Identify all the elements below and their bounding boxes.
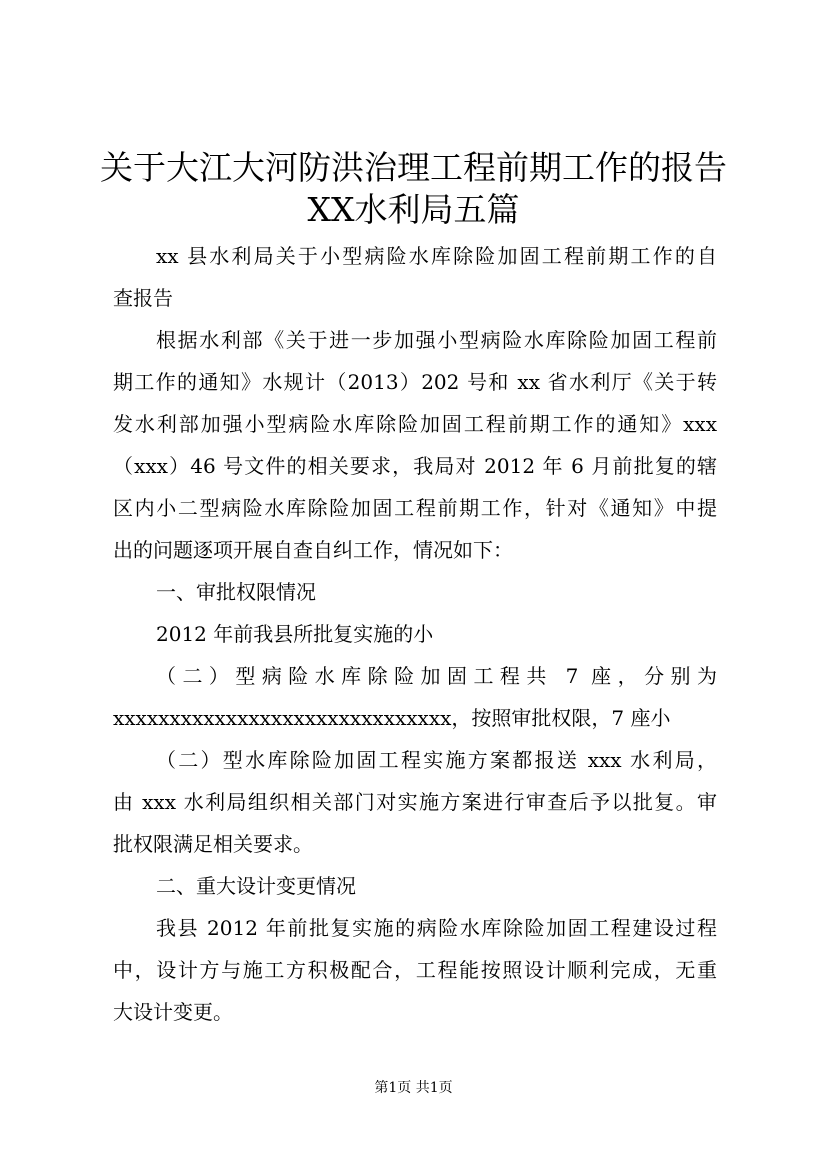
paragraph-line: 2012 年前我县所批复实施的小 xyxy=(156,622,434,646)
paragraph-line: 中，设计方与施工方积极配合，工程能按照设计顺利完成，无重 xyxy=(113,958,717,982)
paragraph-line: （xxx）46 号文件的相关要求，我局对 2012 年 6 月前批复的辖 xyxy=(113,454,717,478)
paragraph-line: （二）型水库除险加固工程实施方案都报送 xxx 水利局， xyxy=(156,748,717,772)
paragraph-line: 由 xxx 水利局组织相关部门对实施方案进行审查后予以批复。审 xyxy=(113,790,717,814)
paragraph-line: 区内小二型病险水库除险加固工程前期工作，针对《通知》中提 xyxy=(113,496,717,520)
paragraph-line: 大设计变更。 xyxy=(113,1000,233,1024)
section-heading: 一、审批权限情况 xyxy=(156,580,316,604)
paragraph-line: 批权限满足相关要求。 xyxy=(113,832,313,856)
document-title: 关于大江大河防洪治理工程前期工作的报告 xyxy=(100,148,727,187)
paragraph-line: 我县 2012 年前批复实施的病险水库除险加固工程建设过程 xyxy=(156,916,717,940)
paragraph-line: xxxxxxxxxxxxxxxxxxxxxxxxxxxxxx，按照审批权限，7 座小 xyxy=(113,706,671,730)
paragraph-line: 发水利部加强小型病险水库除险加固工程前期工作的通知》xxx xyxy=(113,412,717,436)
paragraph-line: xx 县水利局关于小型病险水库除险加固工程前期工作的自 xyxy=(156,244,717,268)
document-subtitle: XX水利局五篇 xyxy=(307,190,520,229)
paragraph-line: 期工作的通知》水规计（2013）202 号和 xx 省水利厅《关于转 xyxy=(113,370,717,394)
paragraph-line: 出的问题逐项开展自查自纠工作，情况如下： xyxy=(113,538,513,562)
section-heading: 二、重大设计变更情况 xyxy=(156,874,356,898)
page-footer: 第1页 共1页 xyxy=(374,1080,453,1096)
paragraph-line: 查报告 xyxy=(113,286,173,310)
paragraph-line: 根据水利部《关于进一步加强小型病险水库除险加固工程前 xyxy=(156,328,717,352)
paragraph-line: （二）型病险水库除险加固工程共 7 座，分别为 xyxy=(156,664,717,688)
